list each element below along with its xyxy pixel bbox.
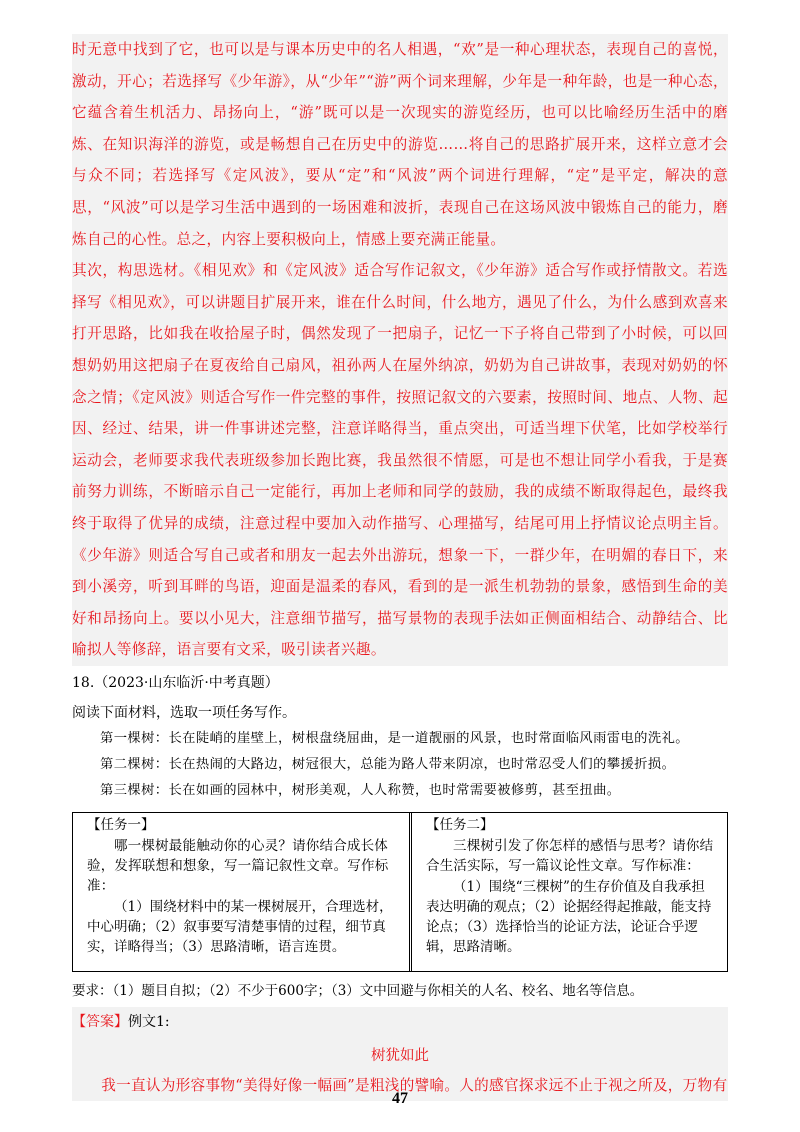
task-two-standard: （1）围绕“三棵树”的生存价值及自我承担表达明确的观点；（2）论据经得起推敲，能支持论点；（3）选择恰当的论证方法，论证合乎逻辑，思路清晰。 xyxy=(426,878,712,955)
material-item-1: 第一棵树：长在陡峭的崖壁上，树根盘绕屈曲，是一道靓丽的风景，也时常面临风雨雷电的洗礼。 xyxy=(100,730,689,746)
task-one-title: 【任务一】 xyxy=(87,816,155,833)
answer-heading xyxy=(72,1007,728,1037)
page-content xyxy=(72,34,728,1101)
task-two-title: 【任务二】 xyxy=(426,816,494,833)
question-source: 18.（2023·山东临沂·中考真题） xyxy=(72,674,279,691)
material-list xyxy=(72,726,728,804)
task-one-body: 哪一棵树最能触动你的心灵？请你结合成长体验，发挥联想和想象，写一篇记叙性文章。写作标准： xyxy=(87,837,389,894)
essay-first-line: 我一直认为形容事物“美得好像一幅画”是粗浅的譬喻。人的感官探求远不止于视之所及，万物有 xyxy=(101,1076,728,1094)
material-item-3: 第三棵树：长在如画的园林中，树形美观，人人称赞，也时常需要被修剪，甚至扭曲。 xyxy=(100,782,621,798)
task-two-cell xyxy=(412,813,727,971)
task-one-standard: （1）围绕材料中的某一棵树展开，合理选材，中心明确；（2）叙事要写清楚事情的过程，细节真实，详略得当；（3）思路清晰，语言连贯。 xyxy=(87,898,393,955)
page-number: 47 xyxy=(392,1090,408,1107)
material-item-2: 第二棵树：长在热闹的大路边，树冠很大，总能为路人带来阴凉，也时常忍受人们的攀援折损。 xyxy=(100,756,676,772)
task-table xyxy=(72,812,728,972)
analysis-paragraph-2: 其次，构思选材。《相见欢》和《定风波》适合写作记叙文，《少年游》适合写作或抒情散文。若选择写《相见欢》，可以讲题目扩展开来，谁在什么时间，什么地方，遇见了什么，为什么感到欢喜来打开思路，比如我在收拾屋子时，偶然发现了一把扇子，记忆一下子将自己带到了小时候，可以回想奶奶用这把扇子在夏夜给自己扇风，祖孙两人在屋外纳凉，奶奶为自己讲故事，表现对奶奶的怀念之情；《定风波》则适合写作一件完整的事件，按照记叙文的六要素，按照时间、地点、人物、起因、经过、结果，讲一件事讲述完整，注意详略得当，重点突出，可适当埋下伏笔，比如学校举行运动会，老师要求我代表班级参加长跑比赛，我虽然很不情愿，可是也不想让同学小看我，于是赛前努力训练，不断暗示自己一定能行，再加上老师和同学的鼓励，我的成绩不断取得起色，最终我终于取得了优异的成绩，注意过程中要加入动作描写、心理描写，结尾可用上抒情议论点明主旨。《少年游》则适合写自己或者和朋友一起去外出游玩，想象一下，一群少年，在明媚的春日下，来到小溪旁，听到耳畔的鸟语，迎面是温柔的春风，看到的是一派生机勃勃的景象，感悟到生命的美好和昂扬向上。要以小见大，注意细节描写，描写景物的表现手法如正侧面相结合、动静结合、比喻拟人等修辞，语言要有文采，吸引读者兴趣。 xyxy=(72,262,728,659)
analysis-block xyxy=(72,34,728,666)
answer-block xyxy=(72,1007,728,1101)
task-one-cell xyxy=(73,813,412,971)
answer-tag: 【答案】 xyxy=(72,1013,128,1030)
analysis-paragraph-1: 时无意中找到了它，也可以是与课本历史中的名人相遇，“欢”是一种心理状态，表现自己的喜悦，激动，开心；若选择写《少年游》，从“少年”“游”两个词来理解，少年是一种年龄，也是一种心态，它蕴含着生机活力、昂扬向上，“游”既可以是一次现实的游览经历，也可以比喻经历生活中的磨炼、在知识海洋的游览，或是畅想自己在历史中的游览……将自己的思路扩展开来，这样立意才会与众不同；若选择写《定风波》，要从“定”和“风波”两个词进行理解，“定”是平定，解决的意思，“风波”可以是学习生活中遇到的一场困难和波折，表现自己在这场风波中锻炼自己的能力，磨炼自己的心性。总之，内容上要积极向上，情感上要充满正能量。 xyxy=(72,41,728,248)
writing-requirements: 要求：（1）题目自拟；（2）不少于600字；（3）文中回避与你相关的人名、校名、地名等信息。 xyxy=(72,982,644,999)
answer-label: 例文1: xyxy=(128,1013,170,1030)
task-two-body: 三棵树引发了你怎样的感悟与思考？请你结合生活实际，写一篇议论性文章。写作标准： xyxy=(426,837,714,874)
essay-title: 树犹如此 xyxy=(371,1047,429,1064)
question-instruction: 阅读下面材料，选取一项任务写作。 xyxy=(72,704,296,721)
